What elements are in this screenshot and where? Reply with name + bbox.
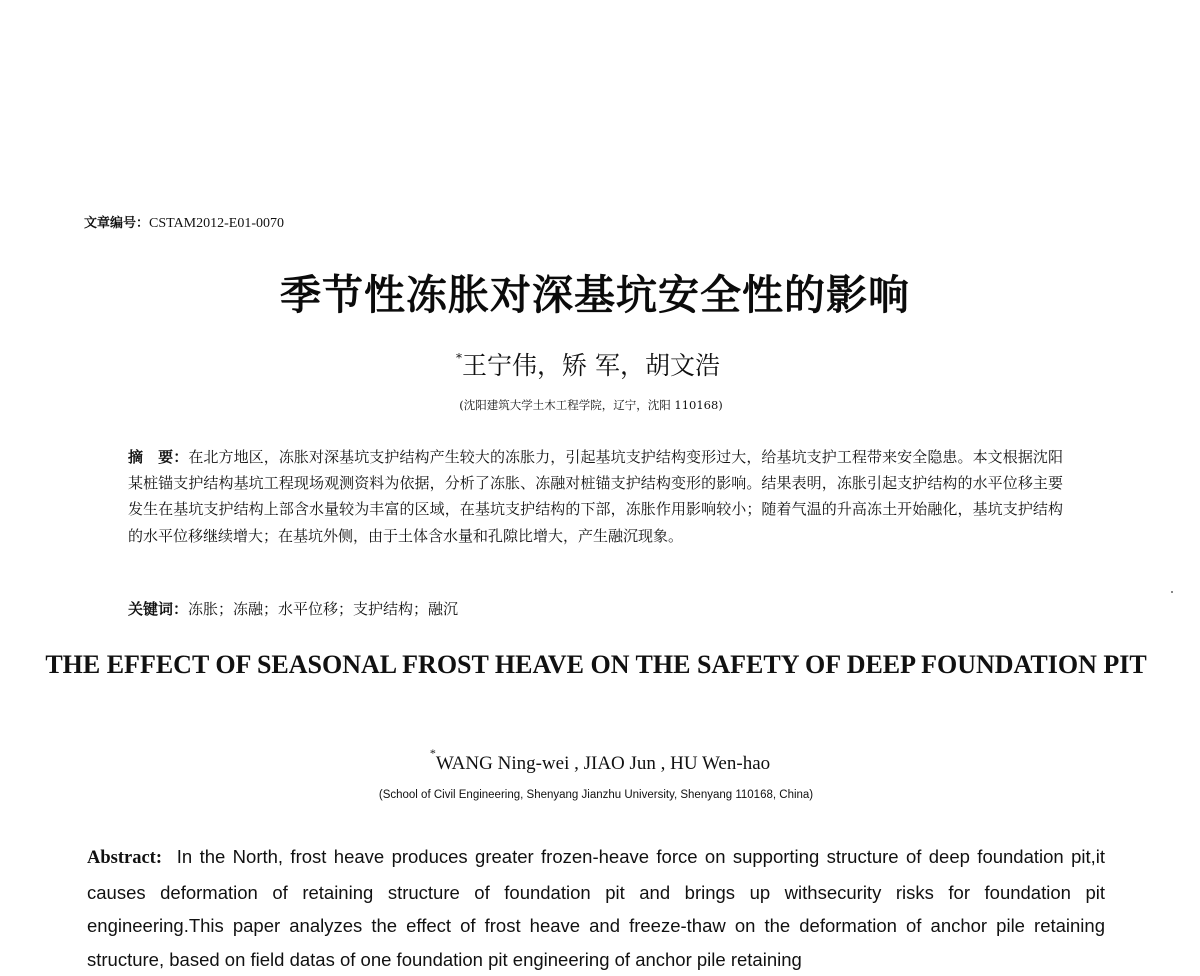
- article-number: [84, 212, 284, 232]
- chinese-abstract-label: 摘 要：: [128, 448, 189, 466]
- scan-speck: [1171, 591, 1173, 593]
- article-number-value: CSTAM2012-E01-0070: [149, 216, 285, 231]
- english-title: THE EFFECT OF SEASONAL FROST HEAVE ON THE SAFETY OF DEEP FOUNDATION PIT: [45, 650, 1147, 679]
- english-authors: [0, 746, 1200, 775]
- corresponding-author-mark: *: [456, 351, 463, 365]
- chinese-title: 季节性冻胀对深基坑安全性的影响: [280, 271, 910, 319]
- chinese-affiliation: (沈阳建筑大学土木工程学院，辽宁，沈阳 110168): [459, 398, 723, 412]
- english-author-names: WANG Ning-wei , JIAO Jun , HU Wen-hao: [435, 753, 771, 774]
- chinese-author-names: 王宁伟，矫 军，胡文浩: [462, 351, 720, 380]
- chinese-keywords: [128, 598, 1063, 619]
- chinese-abstract: [128, 444, 1063, 549]
- english-abstract: [87, 840, 1105, 976]
- english-corresponding-author-mark: *: [429, 746, 436, 760]
- chinese-keywords-text: 冻胀；冻融；水平位移；支护结构；融沉: [188, 600, 459, 618]
- english-abstract-label: Abstract:: [87, 848, 163, 868]
- chinese-abstract-text: 在北方地区，冻胀对深基坑支护结构产生较大的冻胀力，引起基坑支护结构变形过大，给基坑支护工程带来安全隐患。本文根据沈阳某桩锚支护结构基坑工程现场观测资料为依据，分析了冻胀、冻融对桩锚支护结构变形的影响。结果表明，冻胀引起支护结构的水平位移主要发生在基坑支护结构上部含水量较为丰富的区域，在基坑支护结构的下部，冻胀作用影响较小；随着气温的升高冻土开始融化，基坑支护结构的水平位移继续增大；在基坑外侧，由于土体含水量和孔隙比增大，产生融沉现象。: [128, 448, 1063, 545]
- english-affiliation: (School of Civil Engineering, Shenyang Jianzhu University, Shenyang 110168, China): [378, 789, 814, 801]
- english-abstract-text: In the North, frost heave produces greater frozen-heave force on supporting structure of deep foundation pit,it causes deformation of retaining structure of foundation pit and brings up withsecurity risks for foundation pit engineering.This paper analyzes the effect of frost heave and freeze-thaw on the deformation of anchor pile retaining structure, based on field datas of one foundation pit engineering of anchor pile retaining: [87, 846, 1106, 970]
- chinese-keywords-label: 关键词：: [128, 600, 189, 618]
- chinese-authors: [0, 346, 1176, 382]
- article-number-label: 文章编号：: [84, 216, 150, 231]
